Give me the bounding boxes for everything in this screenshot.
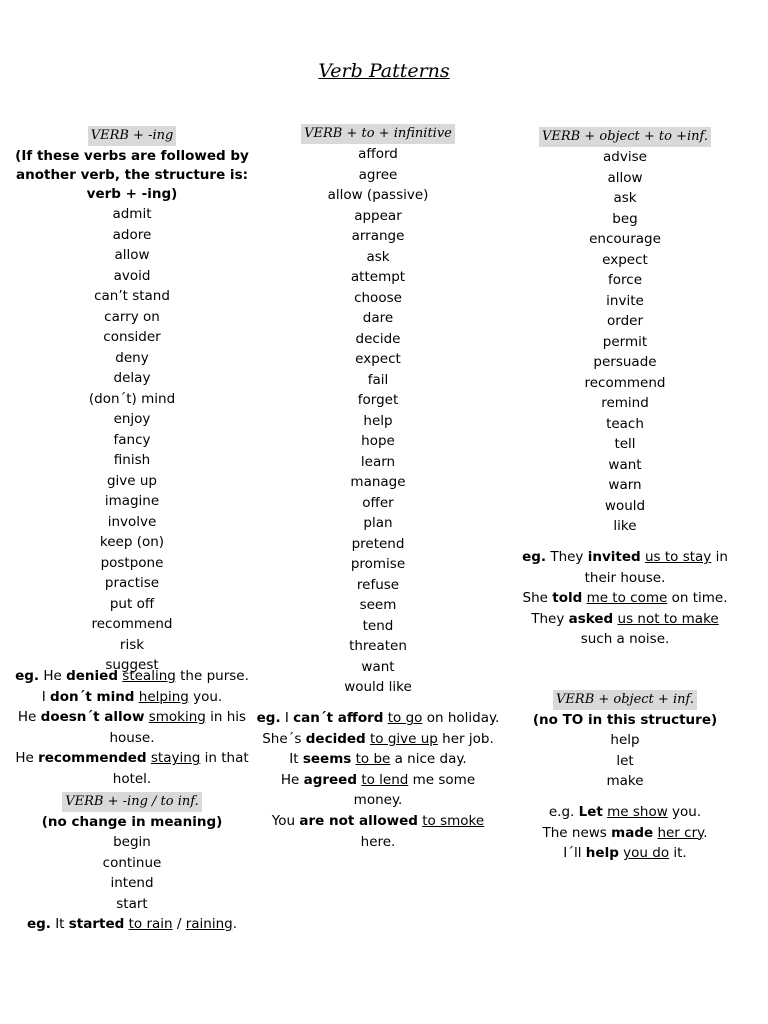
verb-item: want [608, 456, 642, 473]
verb-item: carry on [104, 308, 160, 325]
verb-item: begin [113, 834, 151, 850]
verb-emphasis: eg. [256, 710, 281, 726]
sentence-text: I´ll [563, 845, 586, 862]
verb-item: consider [103, 329, 161, 345]
section-verb-object-inf [512, 690, 738, 792]
sentence-text: the purse. [175, 668, 249, 684]
pattern-underline: stealing [122, 668, 176, 684]
verb-item: plan [363, 515, 393, 531]
example-sentence [514, 588, 736, 609]
verb-item: beg [612, 210, 638, 227]
sentence-text: in that hotel. [112, 750, 249, 787]
sentence-text: I [41, 688, 51, 705]
sentence-text: it. [669, 845, 687, 862]
verb-item: seem [359, 597, 397, 613]
pattern-underline: us to stay [644, 549, 712, 565]
verb-item: warn [608, 477, 642, 493]
sentence-text: He [39, 668, 67, 684]
verb-item: arrange [351, 228, 405, 244]
example-sentence [514, 609, 736, 650]
example-sentence [256, 770, 500, 811]
sentence-text: / [172, 916, 186, 932]
page-title [0, 60, 768, 82]
verb-item: fail [367, 371, 389, 388]
section-note: (If these verbs are followed by another verb, the structure is: verb + -ing) [15, 148, 249, 202]
section-note: (no change in meaning) [41, 814, 223, 830]
verb-item: agree [358, 166, 398, 183]
verb-item: refuse [356, 576, 400, 593]
sentence-text: on holiday. [422, 710, 500, 726]
verb-item: promise [350, 556, 406, 572]
sentence-text: you. [188, 688, 223, 705]
examples-verb-ing-or-to-inf [0, 914, 264, 935]
verb-item: ask [613, 190, 637, 206]
pattern-underline: to smoke [422, 812, 485, 829]
example-sentence [0, 914, 264, 935]
pattern-underline: me to come [586, 590, 668, 607]
verb-emphasis: can´t afford [293, 710, 384, 726]
word-list [512, 730, 738, 792]
section-header: VERB + -ing / to inf. [62, 792, 201, 812]
verb-emphasis: told [552, 590, 583, 607]
verb-emphasis: invited [587, 549, 641, 565]
verb-item: finish [113, 452, 151, 468]
verb-emphasis: asked [568, 610, 614, 627]
verb-item: tell [614, 436, 636, 452]
verb-item: suggest [105, 657, 159, 673]
example-sentence [0, 666, 264, 687]
sentence-text: They [531, 610, 569, 627]
verb-item: remind [601, 395, 649, 411]
verb-item: invite [606, 292, 644, 309]
pattern-underline: to give up [369, 730, 438, 747]
sentence-text: They [546, 549, 588, 565]
verb-emphasis: don´t mind [50, 688, 135, 705]
verb-item: allow (passive) [327, 187, 429, 203]
sentence-text: It [289, 751, 303, 768]
sentence-text: The news [542, 824, 612, 841]
pattern-underline: to go [387, 710, 423, 726]
sentence-text: It [50, 916, 69, 932]
verb-item: permit [602, 333, 648, 350]
verb-emphasis: recommended [38, 750, 147, 767]
verb-item: adore [112, 226, 152, 243]
sentence-text: her job. [437, 730, 494, 747]
section-verb-to-infinitive [256, 124, 500, 698]
section-header: VERB + -ing [88, 126, 177, 146]
verb-item: keep (on) [99, 534, 165, 550]
verb-item: persuade [593, 354, 657, 370]
example-sentence [256, 749, 500, 770]
verb-item: tend [362, 617, 394, 634]
verb-emphasis: started [68, 916, 125, 932]
pattern-underline: to rain [128, 916, 173, 932]
sentence-text: . [703, 824, 708, 841]
verb-item: order [607, 313, 643, 329]
pattern-underline: to lend [361, 771, 409, 788]
word-list [0, 832, 264, 914]
sentence-text: He [15, 750, 39, 767]
examples-verb-object-to-inf [512, 547, 738, 650]
pattern-underline: me show [607, 804, 668, 820]
verb-emphasis: help [585, 845, 619, 862]
verb-item: encourage [589, 231, 661, 247]
verb-item: offer [362, 494, 394, 511]
sentence-text: He [280, 771, 304, 788]
verb-item: (don´t) mind [88, 390, 176, 407]
section-verb-ing-or-to-inf [0, 792, 264, 935]
sentence-text: . [232, 916, 238, 932]
verb-emphasis: agreed [303, 771, 358, 788]
pattern-underline: staying [150, 750, 201, 767]
word-list [0, 204, 264, 676]
sentence-text: a nice day. [390, 751, 467, 768]
example-sentence [514, 547, 736, 588]
sentence-text: in his house. [109, 709, 247, 746]
verb-item: like [613, 518, 637, 534]
verb-item: forget [357, 392, 399, 408]
verb-emphasis: Let [578, 804, 603, 820]
verb-item: expect [355, 351, 401, 367]
verb-item: allow [607, 169, 643, 186]
verb-item: help [363, 412, 393, 429]
example-sentence [256, 708, 500, 729]
verb-item: fancy [113, 431, 151, 448]
example-sentence [256, 729, 500, 750]
sentence-text: She [522, 590, 553, 607]
verb-item: pretend [351, 535, 405, 552]
verb-emphasis: eg. [26, 916, 51, 932]
verb-item: want [361, 658, 395, 675]
verb-item: appear [354, 207, 402, 224]
verb-item: delay [113, 370, 151, 386]
section-header: VERB + object + inf. [553, 690, 697, 710]
sentence-text: on time. [667, 590, 728, 607]
example-sentence [0, 748, 264, 789]
section-header: VERB + to + infinitive [301, 124, 455, 144]
sentence-text: I [280, 710, 294, 726]
verb-item: risk [119, 636, 145, 653]
verb-item: imagine [104, 493, 160, 509]
pattern-underline: you do [623, 845, 670, 862]
verb-item: advise [603, 149, 647, 165]
verb-item: attempt [350, 269, 406, 285]
verb-item: hope [361, 433, 395, 449]
sentence-text: You [271, 812, 300, 829]
example-sentence [512, 823, 738, 844]
verb-emphasis: denied [66, 668, 118, 684]
verb-item: give up [106, 472, 158, 489]
verb-item: would like [344, 679, 412, 695]
verb-item: ask [366, 248, 390, 265]
verb-item: choose [354, 289, 402, 306]
section-note: (no TO in this structure) [532, 712, 718, 728]
pattern-underline: helping [138, 688, 189, 705]
sentence-text: e.g. [548, 804, 579, 820]
verb-emphasis: decided [305, 730, 366, 747]
verb-emphasis: made [611, 824, 654, 841]
section-verb-object-to-inf [512, 127, 738, 537]
section-verb-ing [0, 126, 264, 676]
verb-item: can’t stand [94, 288, 170, 304]
verb-item: help [610, 732, 640, 748]
verb-item: practise [104, 575, 160, 591]
sentence-text: me some money. [353, 771, 476, 809]
verb-item: recommend [91, 616, 173, 632]
verb-emphasis: are not allowed [299, 812, 418, 829]
verb-item: let [616, 752, 634, 769]
verb-item: deny [115, 349, 149, 366]
verb-item: would [604, 497, 646, 514]
examples-verb-to-infinitive [256, 708, 500, 852]
examples-verb-ing [0, 666, 264, 790]
pattern-underline: smoking [148, 709, 206, 726]
pattern-underline: us not to make [617, 610, 719, 627]
word-list [256, 144, 500, 698]
verb-emphasis: doesn´t allow [40, 709, 145, 726]
example-sentence [0, 687, 264, 708]
verb-item: avoid [113, 267, 151, 284]
pattern-underline: to be [355, 751, 391, 768]
verb-item: force [608, 272, 642, 288]
title-text: Verb Patterns [318, 60, 450, 82]
pattern-underline: raining [185, 916, 233, 932]
example-sentence [512, 802, 738, 823]
verb-item: intend [110, 875, 154, 891]
verb-item: involve [107, 513, 157, 530]
verb-item: teach [606, 415, 644, 432]
verb-emphasis: eg. [522, 549, 547, 565]
sentence-text: you. [667, 804, 702, 820]
verb-item: admit [112, 206, 152, 222]
verb-item: decide [355, 330, 401, 347]
example-sentence [256, 811, 500, 852]
verb-item: manage [350, 474, 406, 490]
verb-item: threaten [349, 638, 407, 654]
sentence-text: in their house. [584, 549, 728, 586]
verb-item: dare [362, 310, 394, 326]
sentence-text: She´s [262, 730, 306, 747]
pattern-underline: her cry [657, 824, 704, 841]
verb-item: start [116, 895, 148, 912]
verb-item: continue [102, 854, 162, 871]
verb-emphasis: seems [302, 751, 352, 768]
verb-item: afford [358, 146, 398, 162]
word-list [512, 147, 738, 537]
verb-item: recommend [584, 374, 666, 391]
sentence-text: He [17, 709, 41, 726]
section-header: VERB + object + to +inf. [539, 127, 711, 147]
verb-item: make [606, 773, 644, 789]
verb-item: expect [602, 251, 648, 268]
verb-item: postpone [100, 554, 164, 571]
verb-item: learn [360, 453, 396, 470]
sentence-text: such a noise. [580, 631, 670, 648]
examples-verb-object-inf [512, 802, 738, 864]
verb-item: enjoy [113, 411, 151, 427]
verb-emphasis: eg. [15, 668, 40, 684]
verb-item: put off [109, 595, 155, 612]
example-sentence [512, 843, 738, 864]
example-sentence [0, 707, 264, 748]
sentence-text: here. [360, 833, 396, 850]
verb-item: allow [114, 247, 150, 263]
